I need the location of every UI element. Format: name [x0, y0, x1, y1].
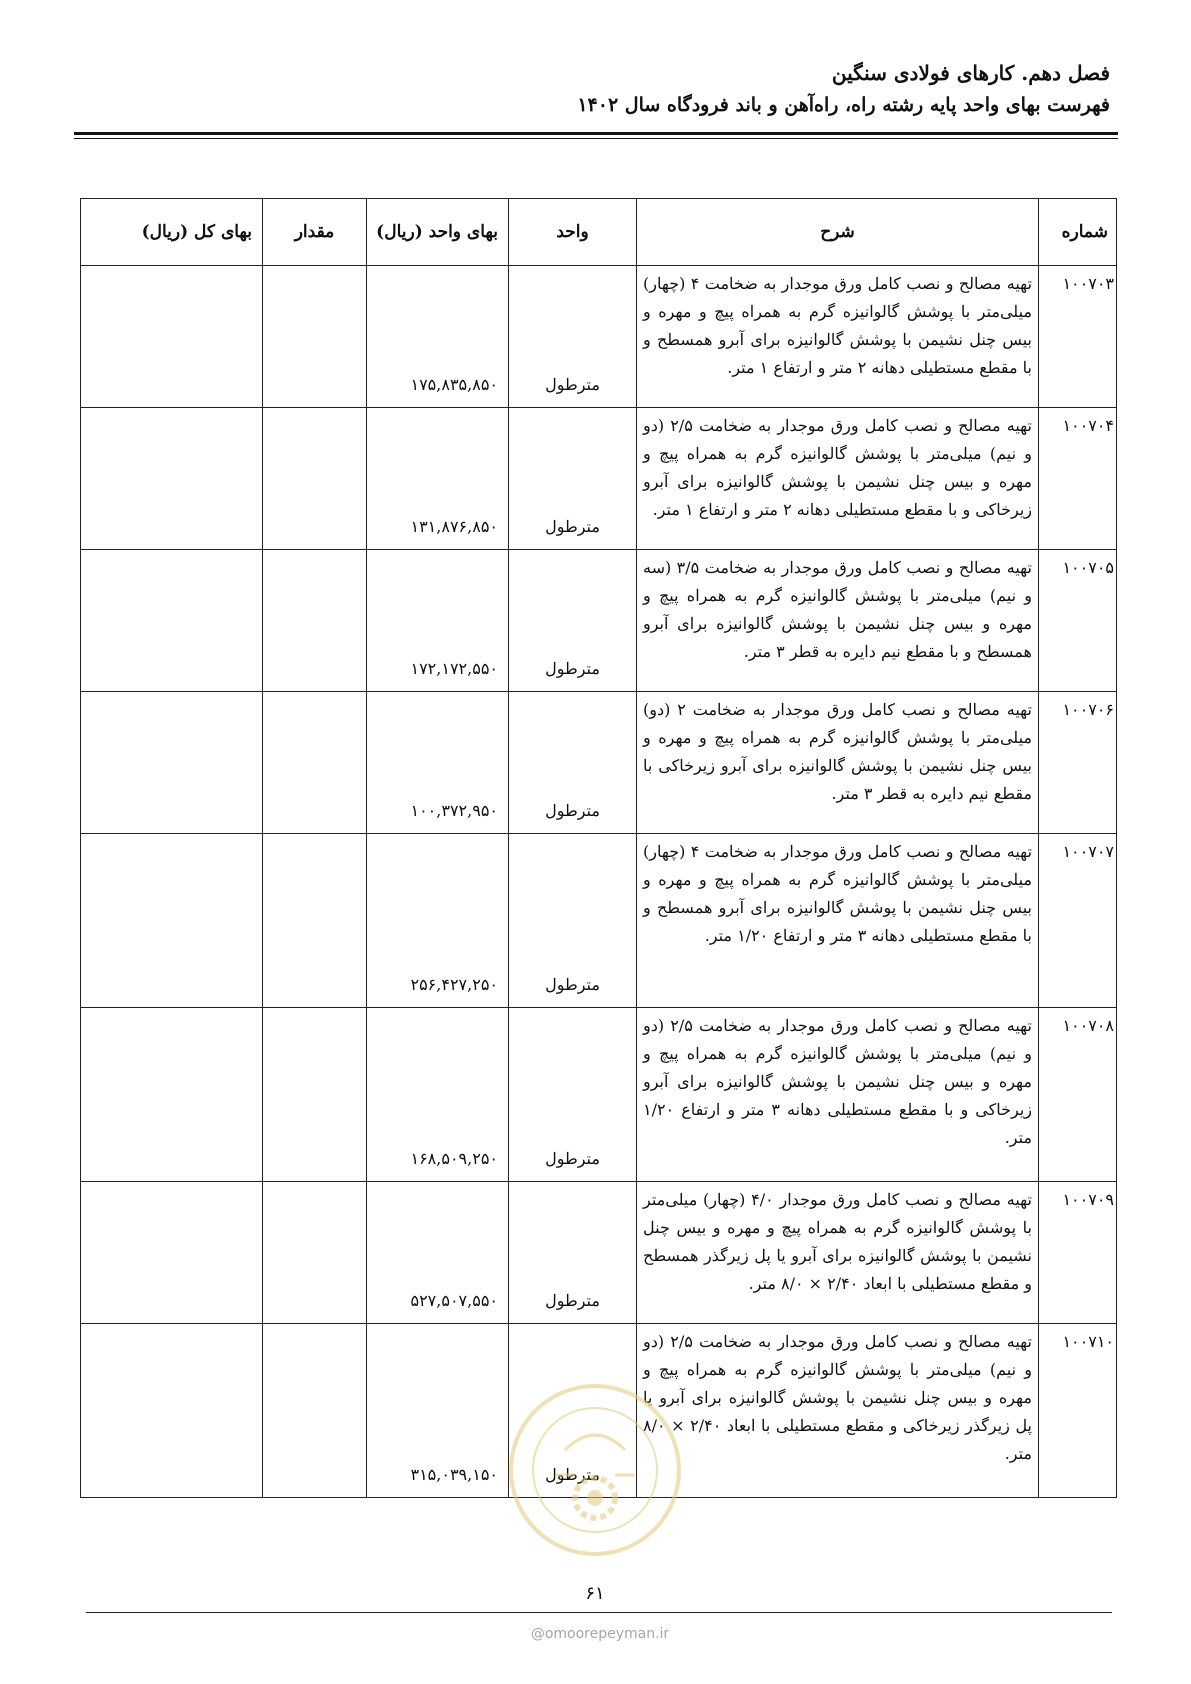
table-header-row: [81, 199, 1117, 266]
item-description: تهیه مصالح و نصب کامل ورق موجدار به ضخامت ۲ (دو) میلی‌متر با پوشش گالوانیزه گرم به همراه پیچ و مهره و بیس چنل نشیمن با پوشش گالوانیزه برای آبرو زیرخاکی با مقطع نیم دایره به قطر ۳ متر.: [637, 692, 1039, 834]
item-unit: مترطول: [509, 550, 637, 692]
item-quantity: [263, 408, 367, 550]
item-unit-price: ۱۰۰,۳۷۲,۹۵۰: [367, 692, 509, 834]
item-quantity: [263, 1182, 367, 1324]
item-total: [81, 408, 263, 550]
item-unit: مترطول: [509, 834, 637, 1008]
item-total: [81, 1182, 263, 1324]
column-header-unit-price: بهای واحد (ریال): [367, 199, 509, 266]
item-unit: مترطول: [509, 692, 637, 834]
item-code: ۱۰۰۷۰۹: [1039, 1182, 1117, 1324]
item-unit-price: ۱۶۸,۵۰۹,۲۵۰: [367, 1008, 509, 1182]
item-total: [81, 1324, 263, 1498]
column-header-code: شماره: [1039, 199, 1117, 266]
table-row: [81, 692, 1117, 834]
item-unit: مترطول: [509, 408, 637, 550]
item-quantity: [263, 266, 367, 408]
item-total: [81, 692, 263, 834]
item-code: ۱۰۰۷۱۰: [1039, 1324, 1117, 1498]
item-unit-price: ۲۵۶,۴۲۷,۲۵۰: [367, 834, 509, 1008]
watermark-seal-icon: [505, 1380, 685, 1560]
item-description: تهیه مصالح و نصب کامل ورق موجدار به ضخامت ۲/۵ (دو و نیم) میلی‌متر با پوشش گالوانیزه گرم به همراه پیچ و مهره و بیس چنل نشیمن با پوشش گالوانیزه برای آبرو زیرخاکی و با مقطع مستطیلی دهانه ۳ متر و ارتفاع ۱/۲۰ متر.: [637, 1008, 1039, 1182]
item-quantity: [263, 834, 367, 1008]
column-header-total: بهای کل (ریال): [81, 199, 263, 266]
chapter-title: فصل دهم. کارهای فولادی سنگین: [831, 61, 1110, 85]
item-unit: مترطول: [509, 1324, 637, 1498]
item-code: ۱۰۰۷۰۴: [1039, 408, 1117, 550]
item-code: ۱۰۰۷۰۶: [1039, 692, 1117, 834]
item-total: [81, 550, 263, 692]
table-row: [81, 834, 1117, 1008]
item-quantity: [263, 1008, 367, 1182]
column-header-quantity: مقدار: [263, 199, 367, 266]
watermark-url: @omoorepeyman.ir: [530, 1626, 670, 1642]
table-row: [81, 550, 1117, 692]
item-code: ۱۰۰۷۰۵: [1039, 550, 1117, 692]
item-quantity: [263, 1324, 367, 1498]
item-code: ۱۰۰۷۰۸: [1039, 1008, 1117, 1182]
item-description: تهیه مصالح و نصب کامل ورق موجدار به ضخامت ۲/۵ (دو و نیم) میلی‌متر با پوشش گالوانیزه گرم به همراه پیچ و مهره و بیس چنل نشیمن با پوشش گالوانیزه برای آبرو زیرخاکی و با مقطع مستطیلی دهانه ۲ متر و ارتفاع ۱ متر.: [637, 408, 1039, 550]
column-header-unit: واحد: [509, 199, 637, 266]
item-quantity: [263, 692, 367, 834]
item-unit: مترطول: [509, 266, 637, 408]
table-row: [81, 266, 1117, 408]
item-unit-price: ۱۷۲,۱۷۲,۵۵۰: [367, 550, 509, 692]
item-unit-price: ۵۲۷,۵۰۷,۵۵۰: [367, 1182, 509, 1324]
header-rule-thick: [74, 132, 1118, 135]
footer-rule: [86, 1612, 1112, 1613]
item-description: تهیه مصالح و نصب کامل ورق موجدار به ضخامت ۴ (چهار) میلی‌متر با پوشش گالوانیزه گرم به همراه پیچ و مهره و بیس چنل نشیمن با پوشش گالوانیزه برای آبرو همسطح و با مقطع مستطیلی دهانه ۲ متر و ارتفاع ۱ متر.: [637, 266, 1039, 408]
item-description: تهیه مصالح و نصب کامل ورق موجدار به ضخامت ۳/۵ (سه و نیم) میلی‌متر با پوشش گالوانیزه گرم به همراه پیچ و مهره و بیس چنل نشیمن با پوشش گالوانیزه برای آبرو همسطح و با مقطع نیم دایره به قطر ۳ متر.: [637, 550, 1039, 692]
table-row: [81, 408, 1117, 550]
item-code: ۱۰۰۷۰۳: [1039, 266, 1117, 408]
item-quantity: [263, 550, 367, 692]
item-description: تهیه مصالح و نصب کامل ورق موجدار به ضخامت ۲/۵ (دو و نیم) میلی‌متر با پوشش گالوانیزه گرم به همراه پیچ و مهره و بیس چنل نشیمن با پوشش گالوانیزه برای آبرو یا پل زیرگذر زیرخاکی و مقطع مستطیلی با ابعاد ۲/۴۰ × ۸/۰ متر.: [637, 1324, 1039, 1498]
item-unit: مترطول: [509, 1008, 637, 1182]
page-header: [100, 56, 1110, 120]
item-code: ۱۰۰۷۰۷: [1039, 834, 1117, 1008]
header-rule-thin: [74, 138, 1118, 139]
table-row: [81, 1182, 1117, 1324]
price-list-table: [80, 198, 1117, 1498]
item-unit: مترطول: [509, 1182, 637, 1324]
item-total: [81, 834, 263, 1008]
item-unit-price: ۳۱۵,۰۳۹,۱۵۰: [367, 1324, 509, 1498]
document-subtitle: فهرست بهای واحد پایه رشته راه، راه‌آهن و باند فرودگاه سال ۱۴۰۲: [577, 94, 1110, 116]
table-row: [81, 1008, 1117, 1182]
item-total: [81, 1008, 263, 1182]
page-number: ۶۱: [585, 1583, 605, 1604]
item-unit-price: ۱۳۱,۸۷۶,۸۵۰: [367, 408, 509, 550]
column-header-description: شرح: [637, 199, 1039, 266]
item-unit-price: ۱۷۵,۸۳۵,۸۵۰: [367, 266, 509, 408]
item-total: [81, 266, 263, 408]
item-description: تهیه مصالح و نصب کامل ورق موجدار ۴/۰ (چهار) میلی‌متر با پوشش گالوانیزه گرم به همراه پیچ و مهره و بیس چنل نشیمن با پوشش گالوانیزه برای آبرو یا پل زیرگذر همسطح و مقطع مستطیلی با ابعاد ۲/۴۰ × ۸/۰ متر.: [637, 1182, 1039, 1324]
item-description: تهیه مصالح و نصب کامل ورق موجدار به ضخامت ۴ (چهار) میلی‌متر با پوشش گالوانیزه گرم به همراه پیچ و مهره و بیس چنل نشیمن با پوشش گالوانیزه برای آبرو همسطح و با مقطع مستطیلی دهانه ۳ متر و ارتفاع ۱/۲۰ متر.: [637, 834, 1039, 1008]
